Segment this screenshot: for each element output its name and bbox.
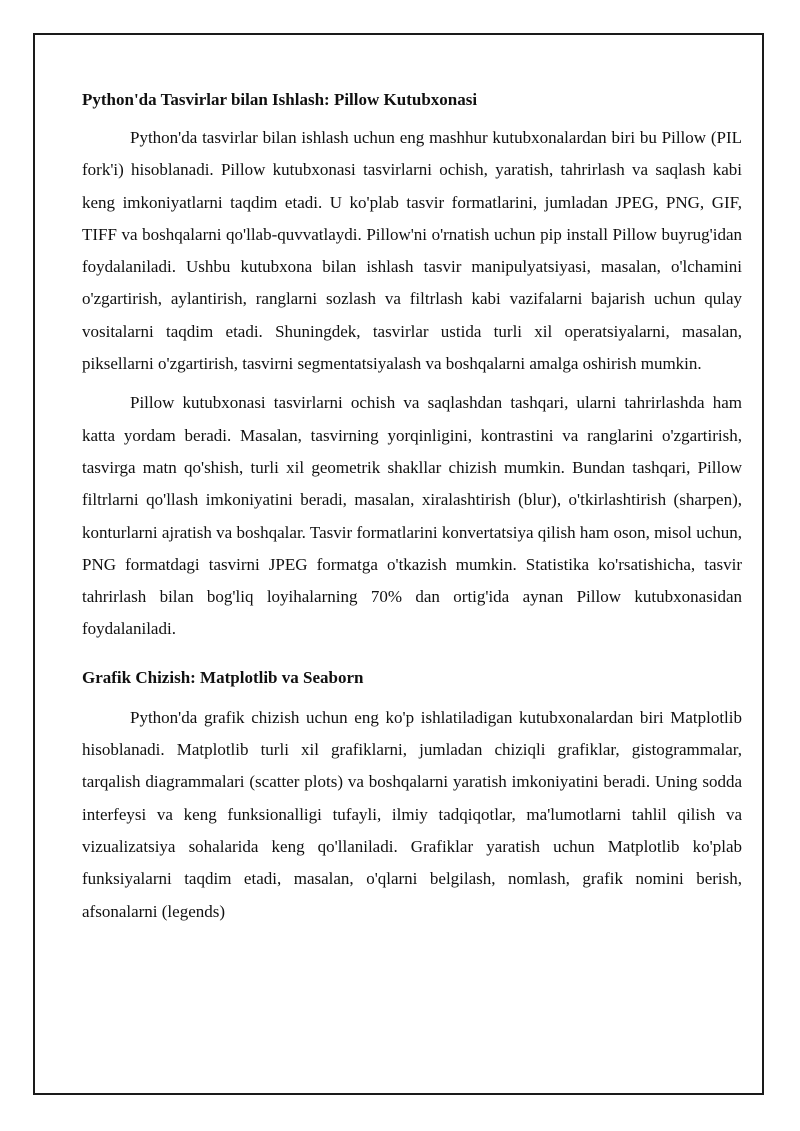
document-body [82,86,742,928]
paragraph-pillow-editing: Pillow kutubxonasi tasvirlarni ochish va saqlashdan tashqari, ularni tahrirlashda ham katta yordam beradi. Masalan, tasvirning yorqinligini, kontrastini va ranglarini o'zgartirish, tasvirga matn qo'shish, turli xil geometrik shakllar chizish mumkin. Bundan tashqari, Pillow filtrlarni qo'llash imkoniyatini beradi, masalan, xiralashtirish (blur), o'tkirlashtirish (sharpen), konturlarni ajratish va boshqalar. Tasvir formatlarini konvertatsiya qilish ham oson, misol uchun, PNG formatdagi tasvirni JPEG formatga o'tkazish mumkin. Statistika ko'rsatishicha, tasvir tahrirlash bilan bog'liq loyihalarning 70% dan ortig'ida aynan Pillow kutubxonasidan foydalaniladi. [82,393,742,639]
section-heading-plotting: Grafik Chizish: Matplotlib va Seaborn [82,667,364,687]
section-heading-pillow: Python'da Tasvirlar bilan Ishlash: Pillow Kutubxonasi [82,90,478,109]
paragraph-pillow-intro: Python'da tasvirlar bilan ishlash uchun eng mashhur kutubxonalardan biri bu Pillow (PIL fork'i) hisoblanadi. Pillow kutubxonasi tasvirlarni ochish, yaratish, tahrirlash va saqlash kabi keng imkoniyatlarni taqdim etadi. U ko'plab tasvir formatlarini, jumladan JPEG, PNG, GIF, TIFF va boshqalarni qo'llab-quvvatlaydi. Pillow'ni o'rnatish uchun pip install Pillow buyrug'idan foydalaniladi. Ushbu kutubxona bilan ishlash tasvir manipulyatsiyasi, masalan, o'lchamini o'zgartirish, aylantirish, ranglarni sozlash va filtrlash kabi vazifalarni bajarish uchun qulay vositalarni taqdim etadi. Shuningdek, tasvirlar ustida turli xil operatsiyalarni, masalan, piksellarni o'zgartirish, tasvirni segmentatsiyalash va boshqalarni amalga oshirish mumkin. [82,128,742,374]
paragraph-matplotlib-intro: Python'da grafik chizish uchun eng ko'p ishlatiladigan kutubxonalardan biri Matplotlib hisoblanadi. Matplotlib turli xil grafiklarni, jumladan chiziqli grafiklar, gistogrammalar, tarqalish diagrammalari (scatter plots) va boshqalarni yaratish imkoniyatini beradi. Uning sodda interfeysi va keng funksionalligi tufayli, ilmiy tadqiqotlar, ma'lumotlarni tahlil qilish va vizualizatsiya sohalarida keng qo'llaniladi. Grafiklar yaratish uchun Matplotlib ko'plab funksiyalarni taqdim etadi, masalan, o'qlarni belgilash, nomlash, grafik nomini berish, afsonalarni (legends) [82,707,742,921]
